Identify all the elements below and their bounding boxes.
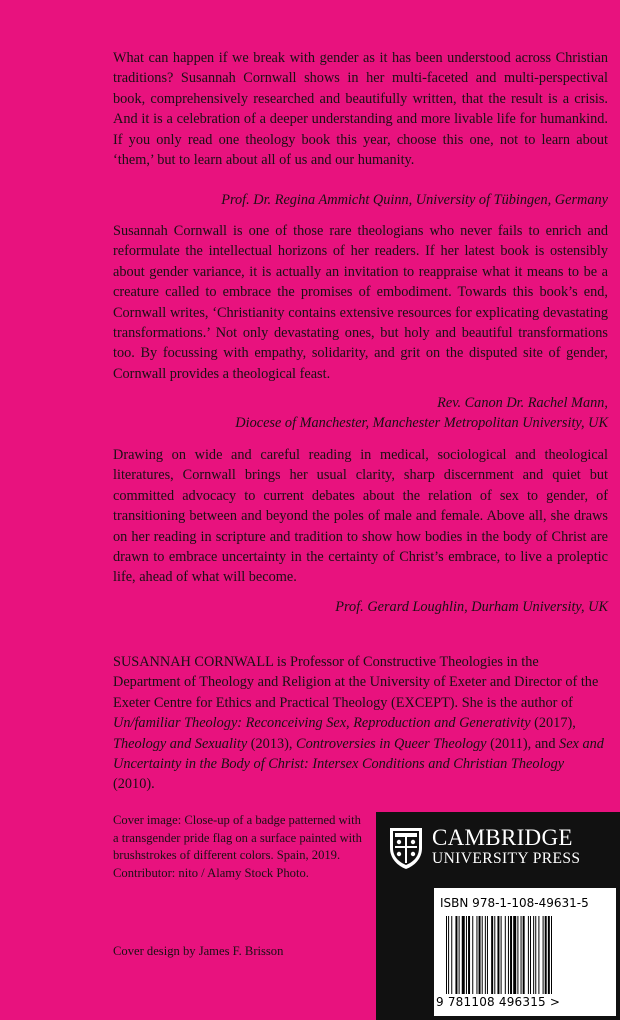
endorsement-quote-1: What can happen if we break with gender as it has been understood across Christian traditions? Susannah Cornwall shows in her multi-faceted and multi-perspectival book, comprehensively researched and beautifully written, that the result is a crisis. And it is a celebration of a deeper understanding and more livable life for humankind. If you only read one theology book this year, choose this one, not to learn about ‘them,’ but to learn about all of us and our humanity.: [113, 50, 608, 169]
bio-year-3: (2011), and: [486, 735, 560, 752]
publisher-box: [376, 812, 620, 1020]
publisher-name-line-2: UNIVERSITY PRESS: [432, 850, 581, 867]
endorsement-attribution-1: [113, 190, 608, 210]
publisher-name-line-1: CAMBRIDGE: [432, 825, 573, 850]
attribution-2-line-2: Diocese of Manchester, Manchester Metropolitan University, UK: [235, 415, 608, 432]
endorsement-attribution-3: [113, 597, 608, 617]
author-bio: [113, 652, 608, 795]
bio-book-2: Theology and Sexuality: [113, 735, 248, 752]
bio-year-2: (2013),: [247, 735, 297, 752]
attribution-2-line-1: Rev. Canon Dr. Rachel Mann,: [437, 395, 608, 411]
publisher-name: [432, 826, 580, 868]
publisher-logo: [388, 826, 614, 872]
attribution-1-line: Prof. Dr. Regina Ammicht Quinn, University of Tübingen, Germany: [221, 192, 608, 208]
cambridge-shield-icon: [388, 826, 424, 870]
cover-design-credit: Cover design by James F. Brisson: [113, 944, 284, 958]
barcode-panel: [434, 888, 616, 1016]
barcode-icon: [444, 916, 610, 994]
endorsement-quote-2: Susannah Cornwall is one of those rare theologians who never fails to enrich and reformulate the intellectual horizons of her readers. If her latest book is ostensibly about gender variance, it is actually an invitation to reappraise what it means to be a creature called to embrace the promises of embodiment. Towards this book’s end, Cornwall writes, ‘Christianity contains extensive resources for explicating devastating transformations.’ Not only devastating ones, but holy and beautiful transformations too. By focussing with empathy, solidarity, and grit on the disputed site of gender, Cornwall provides a theological feast.: [113, 223, 608, 382]
bio-book-3: Controversies in Queer Theology: [296, 735, 487, 752]
barcode-digits: 9 781108 496315 >: [436, 995, 561, 1009]
bio-year-1: (2017),: [530, 715, 576, 732]
endorsement-quote-3: Drawing on wide and careful reading in medical, sociological and theological literatures, Cornwall brings her usual clarity, sharp discernment and quiet but committed advocacy to current debates about the relation of sex to gender, of transitioning between and beyond the poles of male and female. Above all, she draws on her reading in scripture and tradition to show how bodies in the body of Christ are drawn to embrace uncertainty in the certainty of Christ’s embrace, to live a proleptic life, ahead of what will become.: [113, 447, 608, 586]
bio-book-4: Sex and Uncertainty in the Body of Christ: Intersex Conditions and Christian Theology: [113, 735, 604, 773]
isbn-label: ISBN 978-1-108-49631-5: [440, 896, 589, 910]
bio-year-4: (2010).: [113, 776, 155, 793]
bio-book-1: Un/familiar Theology: Reconceiving Sex, Reproduction and Generativity: [113, 715, 531, 732]
cover-image-credit: Cover image: Close-up of a badge patterned with a transgender pride flag on a surface painted with brushstrokes of different colors. Spain, 2019. Contributor: nito / Alamy Stock Photo.: [113, 813, 362, 880]
bio-intro: SUSANNAH CORNWALL is Professor of Constructive Theologies in the Department of Theology and Religion at the University of Exeter and Director of the Exeter Centre for Ethics and Practical Theology (EXCEPT). She is the author of: [113, 654, 599, 711]
endorsement-attribution-2: [113, 393, 608, 434]
attribution-3-line: Prof. Gerard Loughlin, Durham University, UK: [335, 599, 608, 615]
